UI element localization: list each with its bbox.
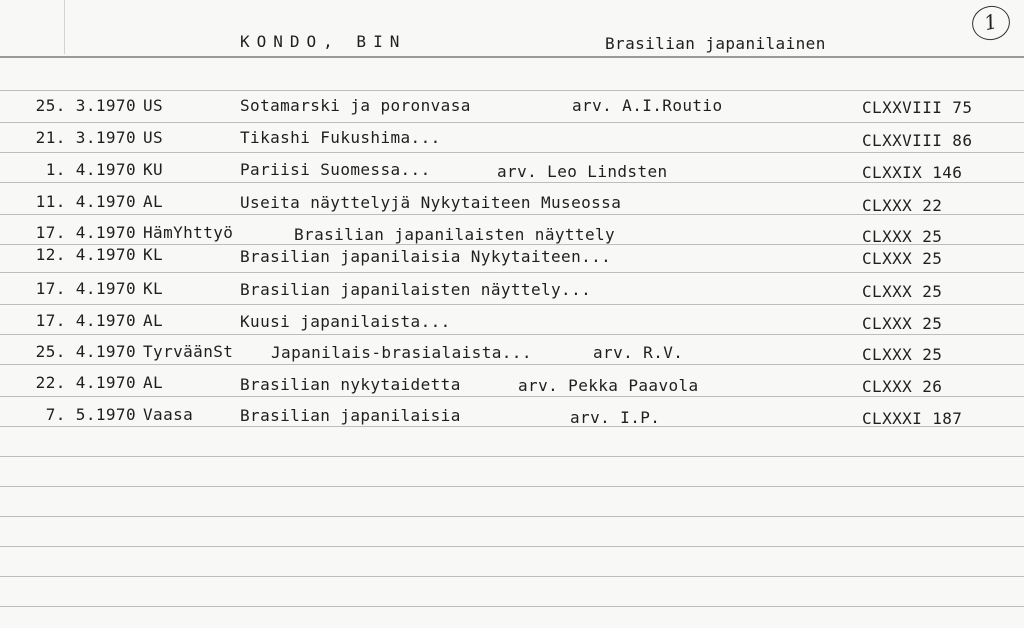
card-number-circle: 1	[969, 2, 1013, 43]
ruled-line	[0, 456, 1024, 457]
entry-code: CLXXX 25	[862, 345, 943, 364]
artist-name: KONDO, BIN	[240, 32, 407, 51]
header-rule	[0, 56, 1024, 58]
ruled-line	[0, 90, 1024, 91]
ruled-line	[0, 606, 1024, 607]
entry-source: AL	[143, 192, 164, 211]
entry-author: arv. A.I.Routio	[572, 96, 723, 115]
entry-source: HämYhttyö	[143, 223, 234, 242]
entry-title: Brasilian japanilaisia Nykytaiteen...	[240, 247, 612, 266]
entry-source: KU	[143, 160, 164, 179]
entry-code: CLXXX 25	[862, 227, 943, 246]
left-margin-rule	[64, 0, 65, 54]
entry-date: 11. 4.1970	[35, 192, 136, 211]
entry-author: arv. I.P.	[570, 408, 661, 427]
entry-author: arv. R.V.	[593, 343, 684, 362]
ruled-line	[0, 546, 1024, 547]
entry-date: 17. 4.1970	[35, 223, 136, 242]
entry-code: CLXXX 26	[862, 377, 943, 396]
entry-code: CLXXVIII 86	[862, 131, 973, 150]
entry-source: AL	[143, 373, 164, 392]
ruled-line	[0, 486, 1024, 487]
ruled-line	[0, 182, 1024, 183]
entry-source: US	[143, 128, 164, 147]
entry-title: Brasilian japanilaisten näyttely...	[240, 280, 592, 299]
ruled-line	[0, 396, 1024, 397]
entry-code: CLXXXI 187	[862, 409, 963, 428]
entry-code: CLXXVIII 75	[862, 98, 973, 117]
ruled-line	[0, 272, 1024, 273]
entry-date: 25. 4.1970	[35, 342, 136, 361]
ruled-line	[0, 304, 1024, 305]
ruled-line	[0, 122, 1024, 123]
entry-date: 17. 4.1970	[35, 311, 136, 330]
entry-source: KL	[143, 279, 164, 298]
entry-title: Brasilian nykytaidetta	[240, 375, 461, 394]
entry-title: Brasilian japanilaisten näyttely	[294, 225, 616, 244]
entry-author: arv. Leo Lindsten	[497, 162, 668, 181]
entry-author: arv. Pekka Paavola	[518, 376, 699, 395]
entry-date: 22. 4.1970	[35, 373, 136, 392]
ruled-line	[0, 334, 1024, 335]
entry-title: Brasilian japanilaisia	[240, 406, 461, 425]
entry-date: 7. 5.1970	[45, 405, 136, 424]
entry-title: Sotamarski ja poronvasa	[240, 96, 471, 115]
entry-code: CLXXX 25	[862, 282, 943, 301]
entry-code: CLXXX 22	[862, 196, 943, 215]
entry-source: TyrväänSt	[143, 342, 234, 361]
card-subject: Brasilian japanilainen	[605, 34, 826, 53]
ruled-line	[0, 516, 1024, 517]
entry-title: Japanilais-brasialaista...	[271, 343, 532, 362]
entry-title: Tikashi Fukushima...	[240, 128, 441, 147]
entry-title: Pariisi Suomessa...	[240, 160, 431, 179]
entry-source: Vaasa	[143, 405, 194, 424]
entry-code: CLXXX 25	[862, 249, 943, 268]
entry-source: AL	[143, 311, 164, 330]
entry-date: 12. 4.1970	[35, 245, 136, 264]
entry-date: 21. 3.1970	[35, 128, 136, 147]
entry-date: 1. 4.1970	[45, 160, 136, 179]
ruled-line	[0, 152, 1024, 153]
entry-date: 17. 4.1970	[35, 279, 136, 298]
entry-code: CLXXIX 146	[862, 163, 963, 182]
ruled-line	[0, 576, 1024, 577]
ruled-line	[0, 364, 1024, 365]
entry-source: KL	[143, 245, 164, 264]
entry-title: Kuusi japanilaista...	[240, 312, 451, 331]
entry-code: CLXXX 25	[862, 314, 943, 333]
entry-date: 25. 3.1970	[35, 96, 136, 115]
entry-source: US	[143, 96, 164, 115]
entry-title: Useita näyttelyjä Nykytaiteen Museossa	[240, 193, 622, 212]
